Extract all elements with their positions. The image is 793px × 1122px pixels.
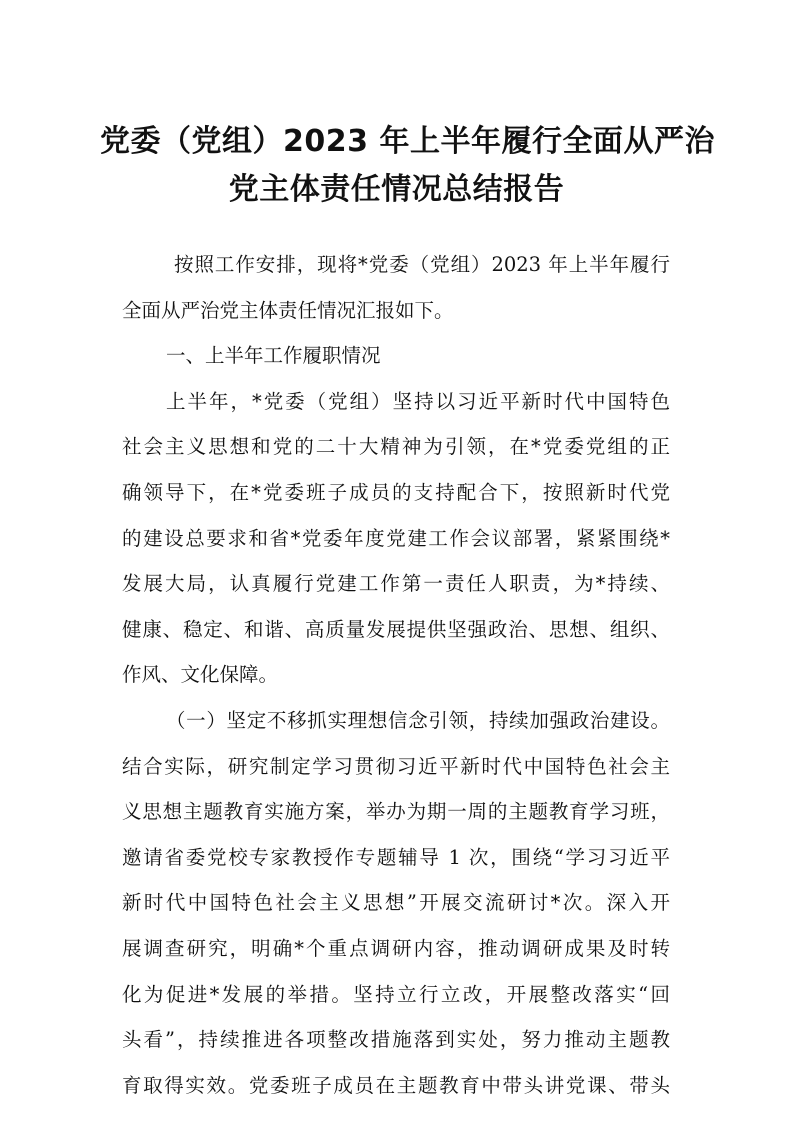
document-title-line-2: 党主体责任情况总结报告 xyxy=(228,172,565,207)
document-body xyxy=(122,242,670,1108)
paragraph-line: 育取得实效。党委班子成员在主题教育中带头讲党课、带头 xyxy=(122,1073,670,1097)
paragraph-line: 按照工作安排，现将*党委（党组）2023 年上半年履行 xyxy=(174,253,670,276)
paragraph-line: 结合实际，研究制定学习贯彻习近平新时代中国特色社会主 xyxy=(122,754,670,778)
paragraph-line: 新时代中国特色社会主义思想”开展交流研讨*次。深入开 xyxy=(122,891,670,915)
paragraph-line: 化为促进*发展的举措。坚持立行立改，开展整改落实“回 xyxy=(122,982,670,1006)
paragraph-line: 作风、文化保障。 xyxy=(122,663,279,687)
paragraph-line: 邀请省委党校专家教授作专题辅导 1 次，围绕“学习习近平 xyxy=(122,845,670,869)
paragraph-line: 发展大局，认真履行党建工作第一责任人职责，为*持续、 xyxy=(122,572,670,596)
paragraph-line: 义思想主题教育实施方案，举办为期一周的主题教育学习班， xyxy=(122,800,670,824)
document-title-line-1: 党委（党组）2023 年上半年履行全面从严治 xyxy=(100,124,715,159)
paragraph-line: 的建设总要求和省*党委年度党建工作会议部署，紧紧围绕* xyxy=(122,526,670,550)
paragraph-line: 全面从严治党主体责任情况汇报如下。 xyxy=(122,298,454,322)
paragraph-line: 确领导下，在*党委班子成员的支持配合下，按照新时代党 xyxy=(122,480,670,504)
section-heading: 一、上半年工作履职情况 xyxy=(166,344,381,368)
paragraph-line: 上半年，*党委（党组）坚持以习近平新时代中国特色 xyxy=(166,389,670,413)
paragraph-line: 展调查研究，明确*个重点调研内容，推动调研成果及时转 xyxy=(122,936,670,960)
paragraph-line: 头看”，持续推进各项整改措施落到实处，努力推动主题教 xyxy=(122,1028,670,1052)
subsection-heading-line: （一）坚定不移抓实理想信念引领，持续加强政治建设。 xyxy=(166,708,670,732)
paragraph-line: 健康、稳定、和谐、高质量发展提供坚强政治、思想、组织、 xyxy=(122,617,670,641)
paragraph-line: 社会主义思想和党的二十大精神为引领，在*党委党组的正 xyxy=(122,435,670,459)
